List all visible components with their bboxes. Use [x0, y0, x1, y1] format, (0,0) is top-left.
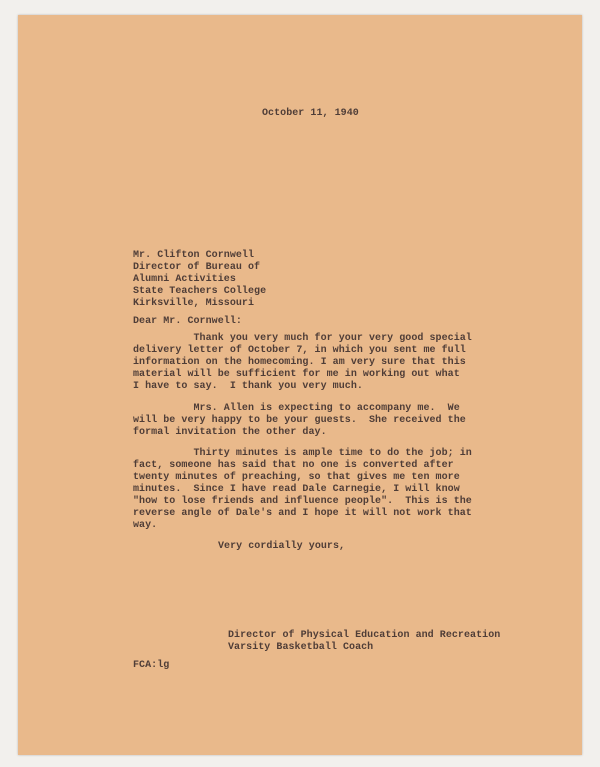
- salutation: Dear Mr. Cornwell:: [133, 316, 242, 327]
- text-line: formal invitation the other day.: [133, 427, 327, 438]
- text-line: information on the homecoming. I am very sure that this: [133, 357, 466, 368]
- text-line: I have to say. I thank you very much.: [133, 381, 363, 392]
- typist-initials: FCA:lg: [133, 660, 170, 671]
- letter-date: October 11, 1940: [262, 108, 359, 119]
- address-line: Director of Bureau of: [133, 262, 261, 273]
- text-line: material will be sufficient for me in working out what: [133, 369, 460, 380]
- text-line: Thirty minutes is ample time to do the job; in: [133, 448, 472, 459]
- address-line: Kirksville, Missouri: [133, 298, 255, 309]
- address-line: Mr. Clifton Cornwell: [133, 250, 255, 261]
- signature-title: Varsity Basketball Coach: [228, 642, 374, 653]
- text-line: reverse angle of Dale's and I hope it will not work that: [133, 508, 472, 519]
- text-line: fact, someone has said that no one is converted after: [133, 460, 454, 471]
- text-line: Mrs. Allen is expecting to accompany me. We: [133, 403, 460, 414]
- address-line: State Teachers College: [133, 286, 267, 297]
- text-line: will be very happy to be your guests. She received the: [133, 415, 466, 426]
- text-line: "how to lose friends and influence people". This is the: [133, 496, 472, 507]
- address-line: Alumni Activities: [133, 274, 236, 285]
- closing: Very cordially yours,: [218, 541, 346, 552]
- signature-title: Director of Physical Education and Recreation: [228, 630, 501, 641]
- text-line: way.: [133, 520, 158, 531]
- text-line: delivery letter of October 7, in which you sent me full: [133, 345, 466, 356]
- text-line: twenty minutes of preaching, so that gives me ten more: [133, 472, 460, 483]
- text-line: Thank you very much for your very good special: [133, 333, 472, 344]
- letter-page: [18, 15, 582, 755]
- text-line: minutes. Since I have read Dale Carnegie, I will know: [133, 484, 460, 495]
